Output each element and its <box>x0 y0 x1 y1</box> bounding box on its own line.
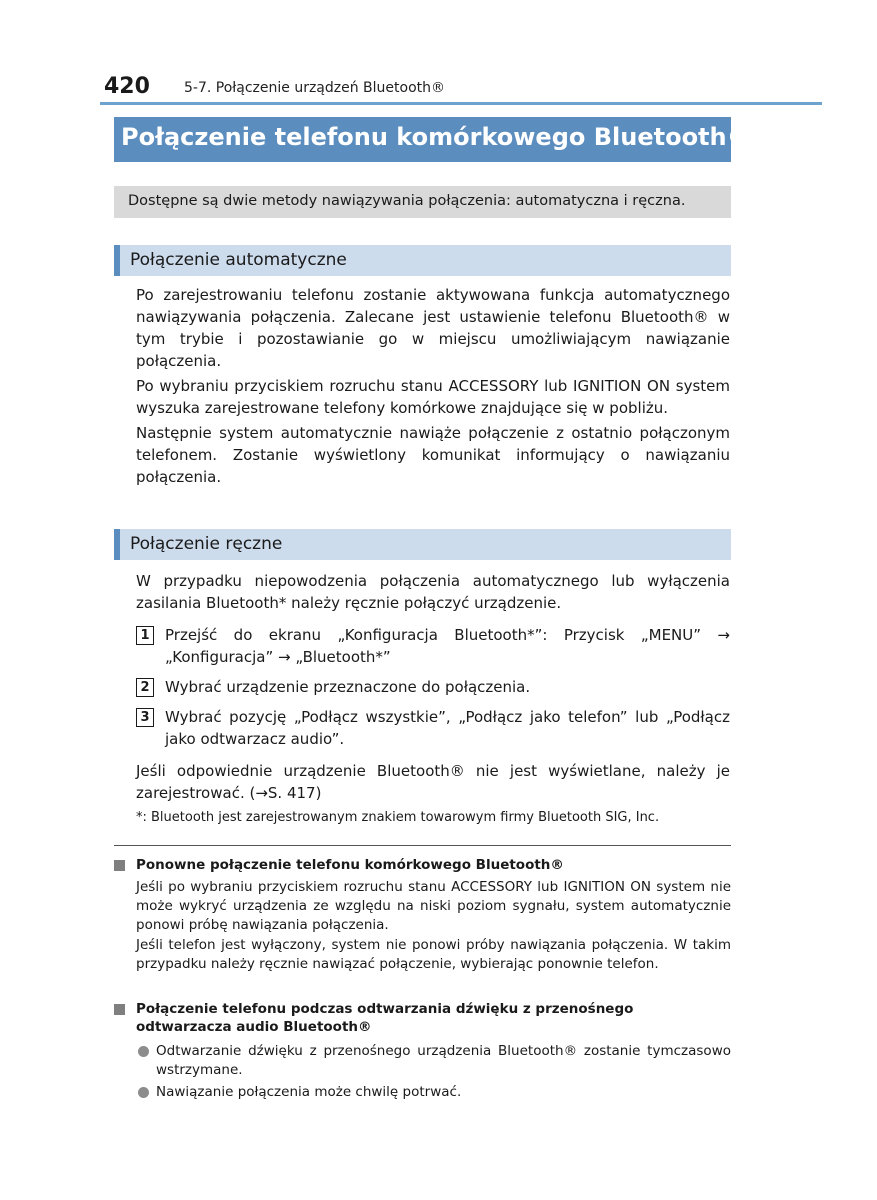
step-text: Wybrać pozycję „Podłącz wszystkie”, „Podłącz jako telefon” lub „Podłącz jako odtwarzacz audio”. <box>165 708 730 748</box>
chapter-title: 5-7. Połączenie urządzeń Bluetooth® <box>184 80 446 96</box>
intro-text: Dostępne są dwie metody nawiązywania połączenia: automatyczna i ręczna. <box>128 193 686 209</box>
bullet-text: Nawiązanie połączenia może chwilę potrwać. <box>156 1084 462 1100</box>
info-heading: Ponowne połączenie telefonu komórkowego Bluetooth® <box>136 857 564 873</box>
square-bullet-icon <box>114 860 125 871</box>
step-number-box: 1 <box>136 626 154 645</box>
page-header <box>100 74 822 104</box>
divider <box>114 845 731 846</box>
manual-intro-text: W przypadku niepowodzenia połączenia automatycznego lub wyłączenia zasilania Bluetooth* należy ręcznie połączyć urządzenie. <box>136 572 730 612</box>
info-paragraph: Jeśli telefon jest wyłączony, system nie ponowi próby nawiązania połączenia. W takim przypadku należy ręcznie nawiązać połączenie, wybierając ponownie telefon. <box>136 937 731 972</box>
auto-paragraph: Po zarejestrowaniu telefonu zostanie aktywowana funkcja automatycznego nawiązywania połączenia. Zalecane jest ustawienie telefonu Bluetooth® w tym trybie i pozostawianie go w miejscu umożliwiającym nawiązanie połączenia. <box>136 286 730 370</box>
intro-box <box>114 186 731 218</box>
manual-note <box>136 760 730 807</box>
page-title: Połączenie telefonu komórkowego Bluetooth® <box>121 123 751 151</box>
info-heading: Połączenie telefonu podczas odtwarzania dźwięku z przenośnego odtwarzacza audio Bluetooth® <box>136 1001 634 1035</box>
manual-note-text: Jeśli odpowiednie urządzenie Bluetooth® nie jest wyświetlane, należy je zarejestrować. (→S. 417) <box>136 762 730 802</box>
auto-paragraph: Następnie system automatycznie nawiąże połączenie z ostatnio połączonym telefonem. Zostanie wyświetlony komunikat informujący o nawiązaniu połączenia. <box>136 424 730 486</box>
step-text: Przejść do ekranu „Konfiguracja Bluetooth*”: Przycisk „MENU” → „Konfiguracja” → „Bluetooth*” <box>165 626 730 666</box>
step-number-box: 3 <box>136 708 154 727</box>
footnote: *: Bluetooth jest zarejestrowanym znakiem towarowym firmy Bluetooth SIG, Inc. <box>136 810 660 825</box>
step-number-box: 2 <box>136 678 154 697</box>
manual-intro <box>136 570 730 617</box>
round-bullet-icon <box>138 1087 149 1098</box>
info-paragraph: Jeśli po wybraniu przyciskiem rozruchu stanu ACCESSORY lub IGNITION ON system nie może wykryć urządzenia ze względu na niski poziom sygnału, system automatycznie ponowi próbę nawiązania połączenia. <box>136 879 731 933</box>
auto-paragraph: Po wybraniu przyciskiem rozruchu stanu ACCESSORY lub IGNITION ON system wyszuka zarejestrowane telefony komórkowe znajdujące się w pobliżu. <box>136 377 730 417</box>
info-body <box>136 878 731 975</box>
section-heading-manual-label: Połączenie ręczne <box>130 534 283 554</box>
section-heading-auto <box>114 245 731 276</box>
page-title-band <box>114 117 751 162</box>
section-heading-auto-label: Połączenie automatyczne <box>130 250 347 270</box>
step-text: Wybrać urządzenie przeznaczone do połączenia. <box>165 678 531 696</box>
bullet-text: Odtwarzanie dźwięku z przenośnego urządzenia Bluetooth® zostanie tymczasowo wstrzymane. <box>156 1043 731 1078</box>
auto-section-body <box>136 284 730 491</box>
header-rule <box>100 102 822 105</box>
page-number: 420 <box>104 74 150 99</box>
square-bullet-icon <box>114 1004 125 1015</box>
section-heading-manual <box>114 529 731 560</box>
round-bullet-icon <box>138 1046 149 1057</box>
